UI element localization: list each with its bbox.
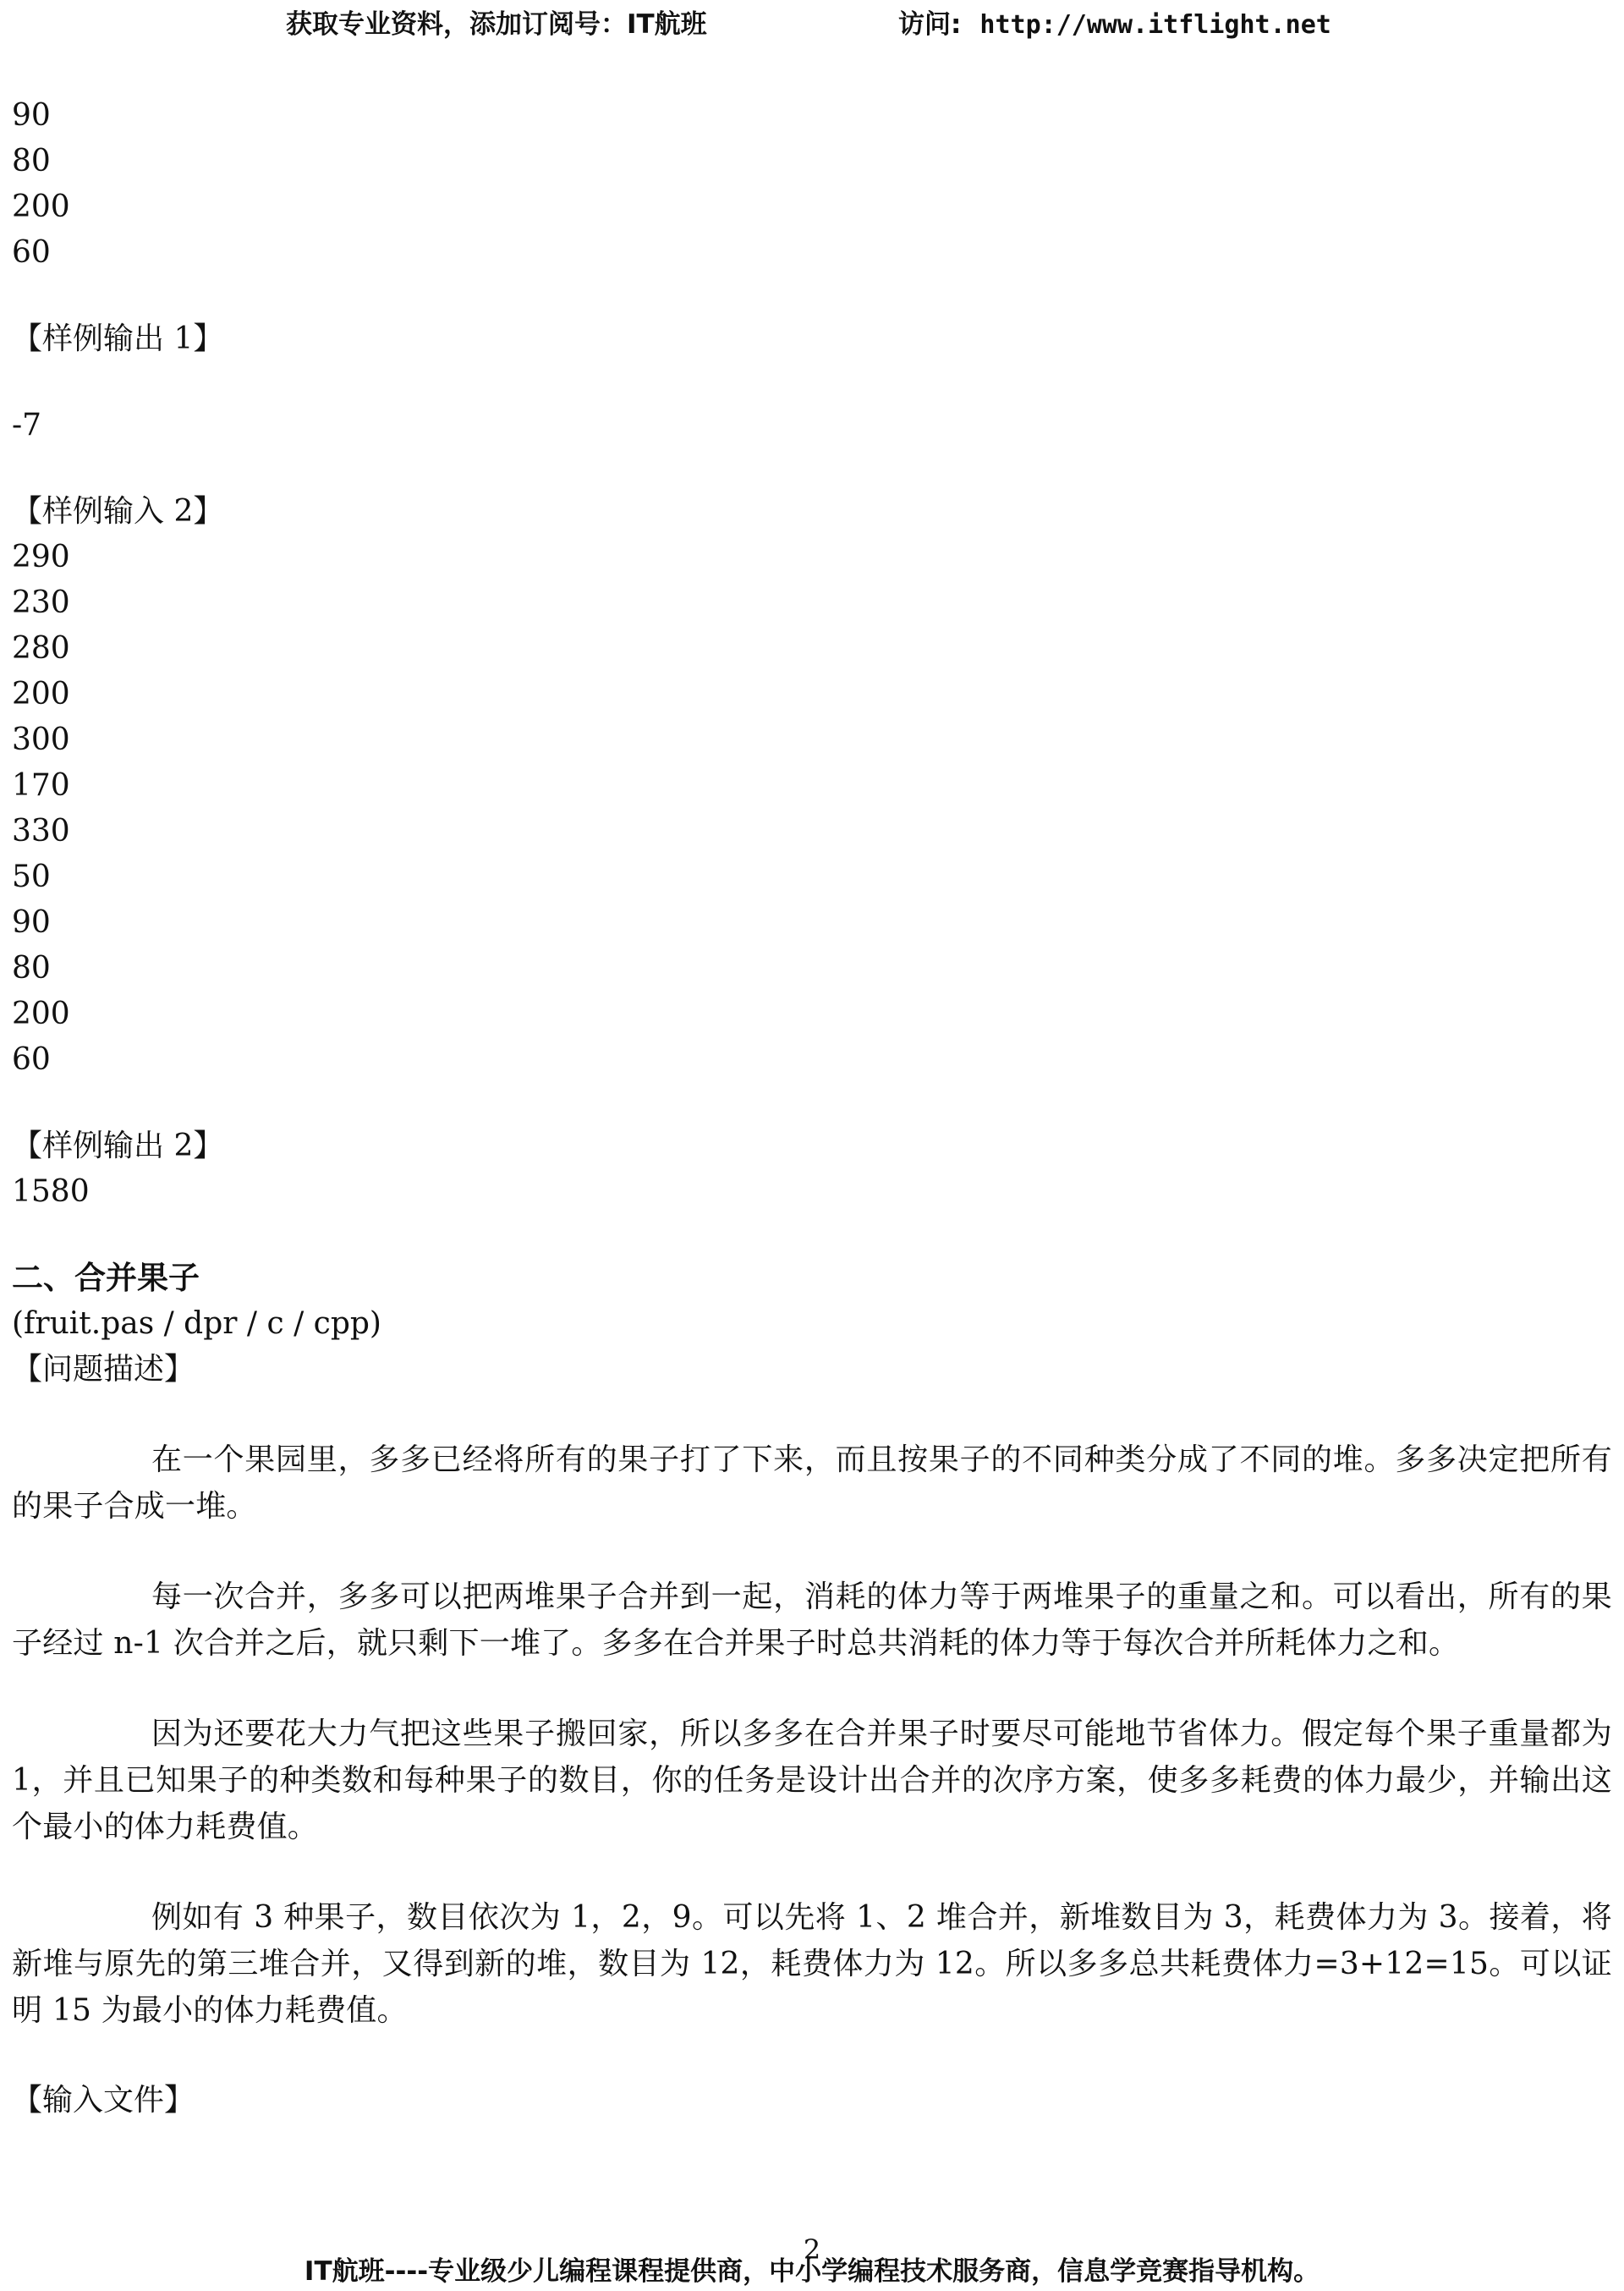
sample-value: 90 xyxy=(12,98,51,133)
page-header xyxy=(0,0,1624,51)
paragraph: 在一个果园里，多多已经将所有的果子打了下来，而且按果子的不同种类分成了不同的堆。多多决定把所有的果子合成一堆。 xyxy=(12,1442,1612,1524)
sample-value: 200 xyxy=(12,677,70,711)
input-file-heading: 【输入文件】 xyxy=(12,2083,195,2118)
sample-value: 200 xyxy=(12,190,70,224)
paragraph: 例如有 3 种果子，数目依次为 1，2，9。可以先将 1、2 堆合并，新堆数目为 3，耗费体力为 3。接着，将新堆与原先的第三堆合并，又得到新的堆，数目为 12，耗费体力为 12。所以多多总共耗费体力=3+12=15。可以证明 15 为最小的体力耗费值。 xyxy=(12,1900,1612,2028)
paragraph: 因为还要花大力气把这些果子搬回家，所以多多在合并果子时要尽可能地节省体力。假定每个果子重量都为 1，并且已知果子的种类数和每种果子的数目，你的任务是设计出合并的次序方案，使多多耗费的体力最少，并输出这个最小的体力耗费值。 xyxy=(12,1717,1612,1844)
sample2-output-heading: 【样例输出 2】 xyxy=(12,1129,224,1163)
sample-value: 80 xyxy=(12,144,51,179)
sample1-output-heading: 【样例输出 1】 xyxy=(12,321,224,356)
sample-value: 330 xyxy=(12,814,70,849)
sample-value: 80 xyxy=(12,951,51,986)
file-names: (fruit.pas / dpr / c / cpp) xyxy=(12,1306,381,1341)
sample2-output-value: 1580 xyxy=(12,1174,90,1209)
page-number: 2 xyxy=(803,2233,821,2266)
sample-value: 290 xyxy=(12,540,70,574)
sample2-input-values xyxy=(12,535,1612,1083)
sample1-input-tail xyxy=(12,93,1612,276)
page-footer: IT航班----专业级少儿编程课程提供商，中小学编程技术服务商，信息学竞赛指导机构。 xyxy=(304,2256,1320,2287)
sample-value: 90 xyxy=(12,905,51,940)
sample-value: 230 xyxy=(12,585,70,620)
sample-value: 60 xyxy=(12,235,51,270)
sample-value: 300 xyxy=(12,722,70,757)
sample-value: 200 xyxy=(12,997,70,1031)
sample-value: 280 xyxy=(12,631,70,666)
sample-value: 50 xyxy=(12,860,51,894)
sample-value: 60 xyxy=(12,1042,51,1077)
sample2-input-heading: 【样例输入 2】 xyxy=(12,494,224,529)
header-url-link[interactable]: http://www.itflight.net xyxy=(979,10,1331,40)
section-title: 二、合并果子 xyxy=(12,1260,200,1296)
header-visit xyxy=(898,3,1331,41)
header-visit-label: 访问: xyxy=(898,9,962,40)
header-subscription-text: 获取专业资料，添加订阅号：IT航班 xyxy=(286,9,707,40)
problem-heading: 【问题描述】 xyxy=(12,1352,195,1387)
paragraph: 每一次合并，多多可以把两堆果子合并到一起，消耗的体力等于两堆果子的重量之和。可以看出，所有的果子经过 n-1 次合并之后，就只剩下一堆了。多多在合并果子时总共消耗的体力等于每次合并所耗体力之和。 xyxy=(12,1580,1612,1661)
document-body xyxy=(12,93,1612,2123)
sample1-output-value: -7 xyxy=(12,408,42,442)
sample-value: 170 xyxy=(12,768,70,803)
